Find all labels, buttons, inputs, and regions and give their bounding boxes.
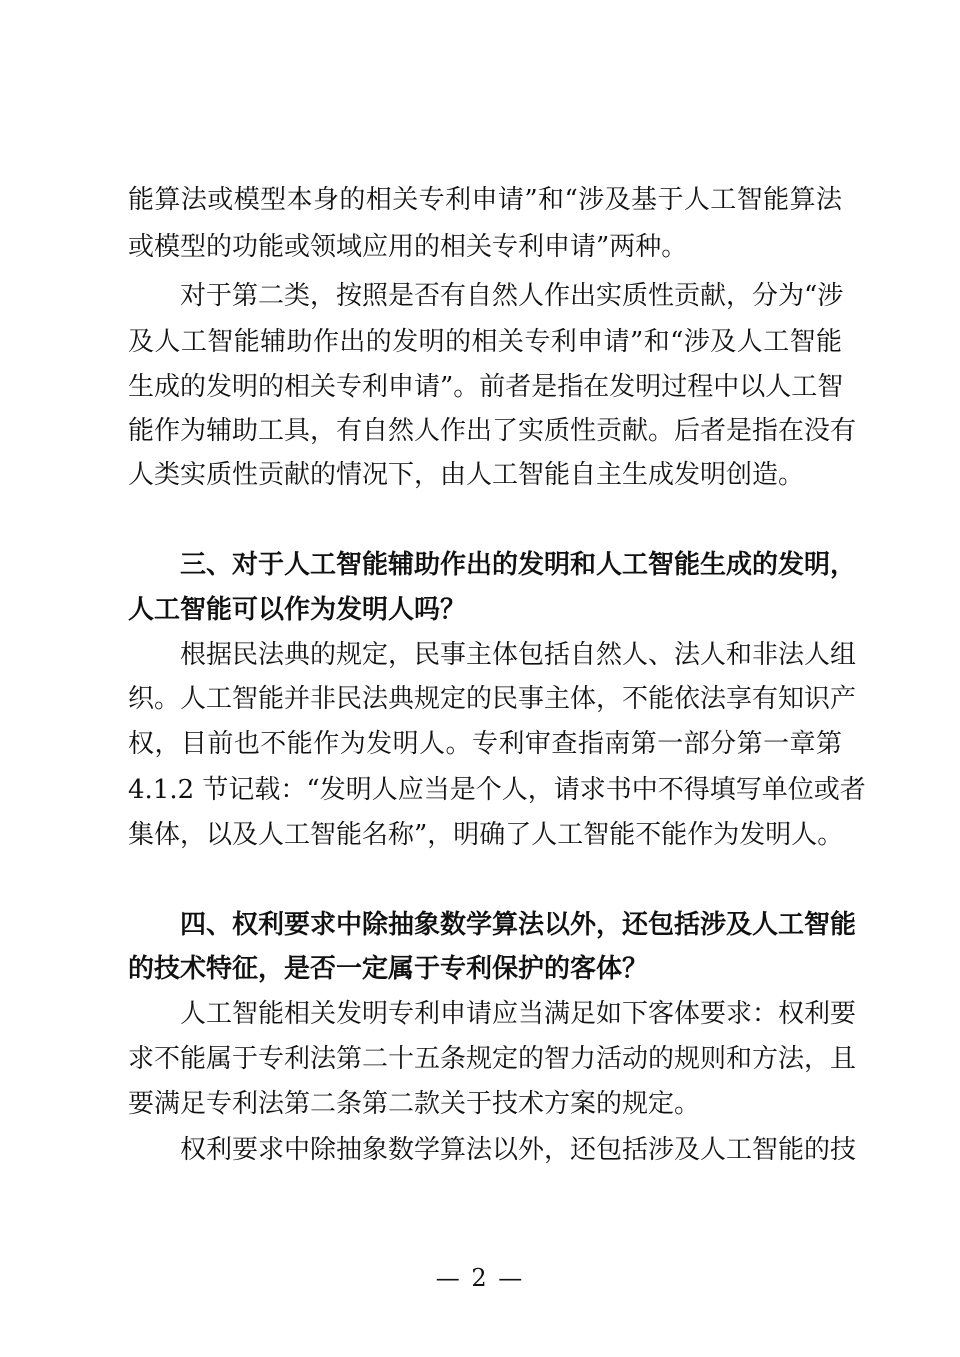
body-text-line: 权，目前也不能作为发明人。专利审查指南第一部分第一章第 (128, 729, 842, 759)
body-text-line: 4.1.2 节记载：“发明人应当是个人，请求书中不得填写单位或者 (128, 775, 866, 805)
body-text-line: 或模型的功能或领域应用的相关专利申请”两种。 (128, 232, 688, 262)
page-number: — 2 — (435, 1264, 525, 1292)
body-text-line: 求不能属于专利法第二十五条规定的智力活动的规则和方法，且 (128, 1044, 857, 1074)
body-text-line: 权利要求中除抽象数学算法以外，还包括涉及人工智能的技 (180, 1135, 857, 1165)
body-text-line: 织。人工智能并非民法典规定的民事主体，不能依法享有知识产 (128, 684, 857, 714)
body-text-line: 能作为辅助工具，有自然人作出了实质性贡献。后者是指在没有 (128, 416, 857, 446)
body-text-line: 及人工智能辅助作出的发明的相关专利申请”和“涉及人工智能 (128, 327, 842, 357)
body-text-line: 集体，以及人工智能名称”，明确了人工智能不能作为发明人。 (128, 820, 844, 850)
body-text-line: 生成的发明的相关专利申请”。前者是指在发明过程中以人工智 (128, 372, 844, 402)
body-text-line: 要满足专利法第二条第二款关于技术方案的规定。 (128, 1089, 701, 1119)
section-heading-line: 的技术特征，是否一定属于专利保护的客体？ (128, 954, 649, 984)
section-heading-line: 三、对于人工智能辅助作出的发明和人工智能生成的发明， (180, 550, 857, 580)
body-text-line: 人工智能相关发明专利申请应当满足如下客体要求：权利要 (180, 999, 857, 1029)
body-text-line: 人类实质性贡献的情况下，由人工智能自主生成发明创造。 (128, 460, 805, 490)
section-heading-line: 四、权利要求中除抽象数学算法以外，还包括涉及人工智能 (180, 910, 857, 940)
body-text-line: 对于第二类，按照是否有自然人作出实质性贡献，分为“涉 (180, 281, 844, 311)
section-heading-line: 人工智能可以作为发明人吗？ (128, 595, 467, 625)
body-text-line: 能算法或模型本身的相关专利申请”和“涉及基于人工智能算法 (128, 185, 842, 215)
body-text-line: 根据民法典的规定，民事主体包括自然人、法人和非法人组 (180, 640, 857, 670)
